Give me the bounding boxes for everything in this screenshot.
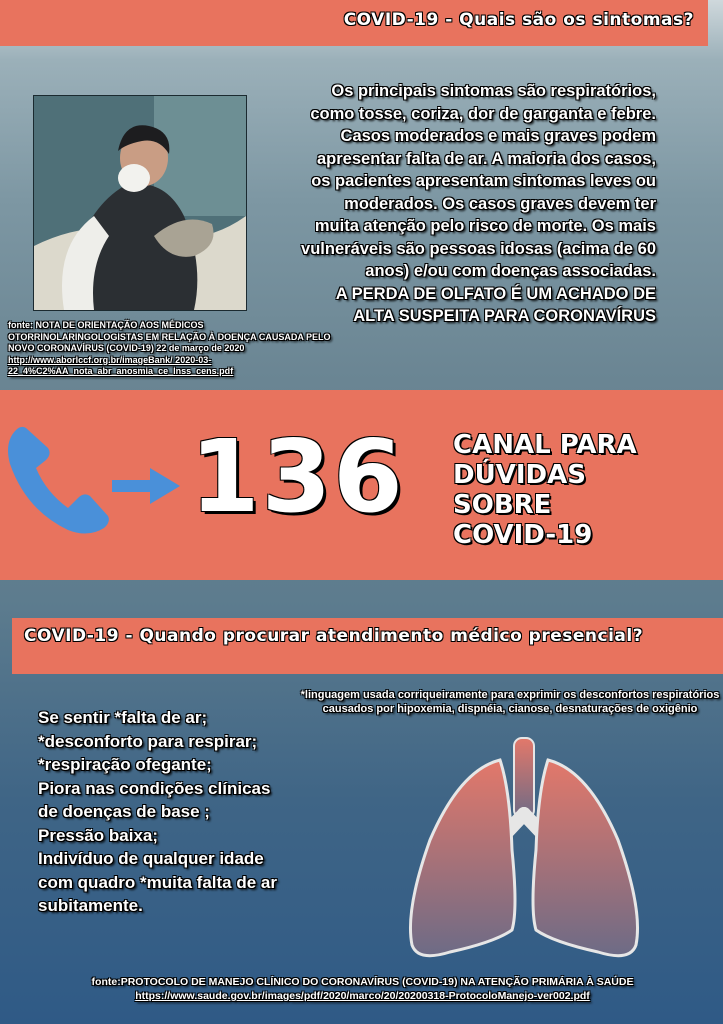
criteria-item: subitamente.: [38, 896, 143, 915]
criteria-item: Pressão baixa;: [38, 825, 159, 845]
source2-link[interactable]: https://www.saude.gov.br/images/pdf/2020/marco/20/20200318-ProtocoloManejo-ver002.pdf: [135, 990, 590, 1002]
hotline-number: 136: [190, 418, 405, 535]
source-note-1: [8, 320, 338, 378]
criteria-item: com quadro *muita falta de ar: [38, 872, 277, 892]
hotline-label-line: SOBRE: [453, 490, 552, 520]
criteria-item: de doenças de base ;: [38, 802, 210, 821]
hotline-label-line: CANAL PARA: [453, 430, 637, 460]
mid-banner: [12, 618, 723, 674]
language-note: *linguagem usada corriqueiramente para exprimir os desconfortos respiratórios causados por hipoxemia, dispnéia, cianose, desnaturações de oxigênio: [300, 689, 720, 715]
mid-banner-title: COVID-19 - Quando procurar atendimento médico presencial?: [24, 626, 644, 646]
criteria-list: [38, 706, 298, 918]
hotline-label-line: COVID-19: [453, 520, 593, 550]
phone-icon: [6, 420, 111, 540]
source-note-2: [40, 975, 685, 1003]
criteria-item: Piora nas condições clínicas: [38, 778, 271, 798]
top-banner-title: COVID-19 - Quais são os sintomas?: [343, 10, 694, 30]
hotline-label: [453, 430, 713, 550]
criteria-item: Se sentir *falta de ar;: [38, 708, 208, 727]
symptoms-text: [300, 80, 656, 328]
arrow-right-icon: [112, 468, 180, 509]
source1-link[interactable]: http://www.aborlccf.org.br/imageBank/ 2020-03-22_4%C2%AA_nota_abr_anosmia_ce_lnss_cens.pdf: [8, 354, 234, 376]
top-banner: [0, 0, 708, 46]
criteria-item: *desconforto para respirar;: [38, 731, 258, 751]
anosmia-highlight: A PERDA DE OLFATO É UM ACHADO DE ALTA SUSPEITA PARA CORONAVÍRUS: [335, 284, 656, 325]
criteria-item: *respiração ofegante;: [38, 755, 212, 774]
sick-person-illustration: [33, 95, 247, 311]
lungs-icon: [400, 730, 650, 970]
source1-text: fonte: NOTA DE ORIENTAÇÃO AOS MÉDICOS OTORRINOLARINGOLOGISTAS EM RELAÇÃO À DOENÇA CAUSADA PELO NOVO CORONAVÍRUS (COVID-19) 22 de março de 2020: [8, 320, 331, 353]
criteria-item: Indivíduo de qualquer idade: [38, 849, 264, 868]
symptoms-paragraph: Os principais sintomas são respiratórios, como tosse, coriza, dor de garganta e febre. Casos moderados e mais graves podem apresentar falta de ar. A maioria dos casos, os pacientes apresentam sintomas leves ou moderados. Os casos graves devem ter muita atenção pelo risco de morte. Os mais vulneráveis são pessoas idosas (acima de 60 anos) e/ou com doenças associadas.: [301, 82, 656, 280]
source2-text: fonte:PROTOCOLO DE MANEJO CLÍNICO DO CORONAVÍRUS (COVID-19) NA ATENÇÃO PRIMÁRIA À SAÚDE: [91, 976, 634, 988]
hotline-label-line: DÚVIDAS: [453, 460, 586, 490]
